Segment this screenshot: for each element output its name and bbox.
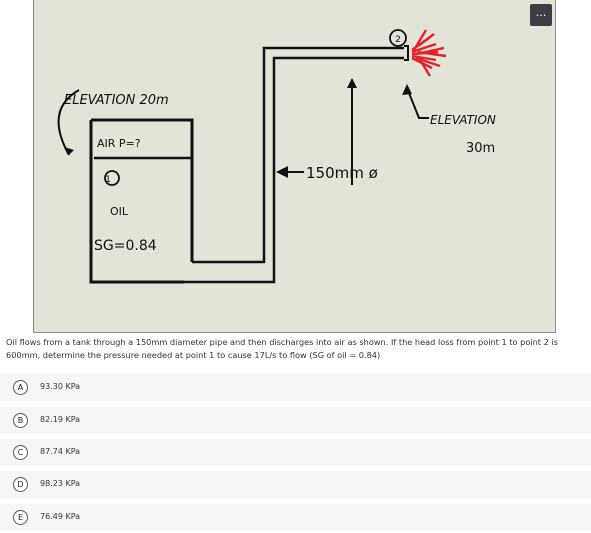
- point-2-label: 2: [395, 35, 401, 45]
- elevation-right-value: 30m: [466, 141, 496, 156]
- option-letter: D: [13, 477, 28, 492]
- pipe-diagram: [34, 0, 556, 333]
- option-letter: A: [13, 380, 28, 395]
- option-label: 76.49 KPa: [40, 512, 81, 521]
- oil-label: OIL: [110, 205, 129, 218]
- question-text: Oil flows from a tank through a 150mm diameter pipe and then discharges into air as shown. If the head loss from point 1 to point 2 is 600mm, determine the pressure needed at point 1 to cause 17L/s to flow (SG of oil = 0.84): [6, 337, 558, 360]
- option-letter: B: [13, 413, 28, 428]
- option-label: 98.23 KPa: [40, 479, 81, 488]
- problem-figure: [33, 0, 556, 333]
- discharge-spray: [412, 30, 446, 76]
- air-pressure-label: AIR P=?: [97, 137, 141, 150]
- option-a[interactable]: [0, 374, 591, 401]
- option-letter: C: [13, 445, 28, 460]
- specific-gravity-label: SG=0.84: [94, 238, 157, 254]
- point-1-label: 1: [105, 175, 111, 185]
- more-options-button[interactable]: ...: [530, 4, 552, 26]
- option-label: 87.74 KPa: [40, 447, 81, 456]
- option-label: 93.30 KPa: [40, 382, 81, 391]
- pipe-diameter-label: 150mm ø: [306, 164, 378, 182]
- option-d[interactable]: [0, 471, 591, 498]
- option-c[interactable]: [0, 439, 591, 466]
- option-e[interactable]: [0, 504, 591, 531]
- option-b[interactable]: [0, 407, 591, 434]
- elevation-left-label: ELEVATION 20m: [64, 93, 169, 108]
- option-label: 82.19 KPa: [40, 415, 81, 424]
- elevation-right-label: ELEVATION: [430, 113, 496, 127]
- option-letter: E: [13, 510, 28, 525]
